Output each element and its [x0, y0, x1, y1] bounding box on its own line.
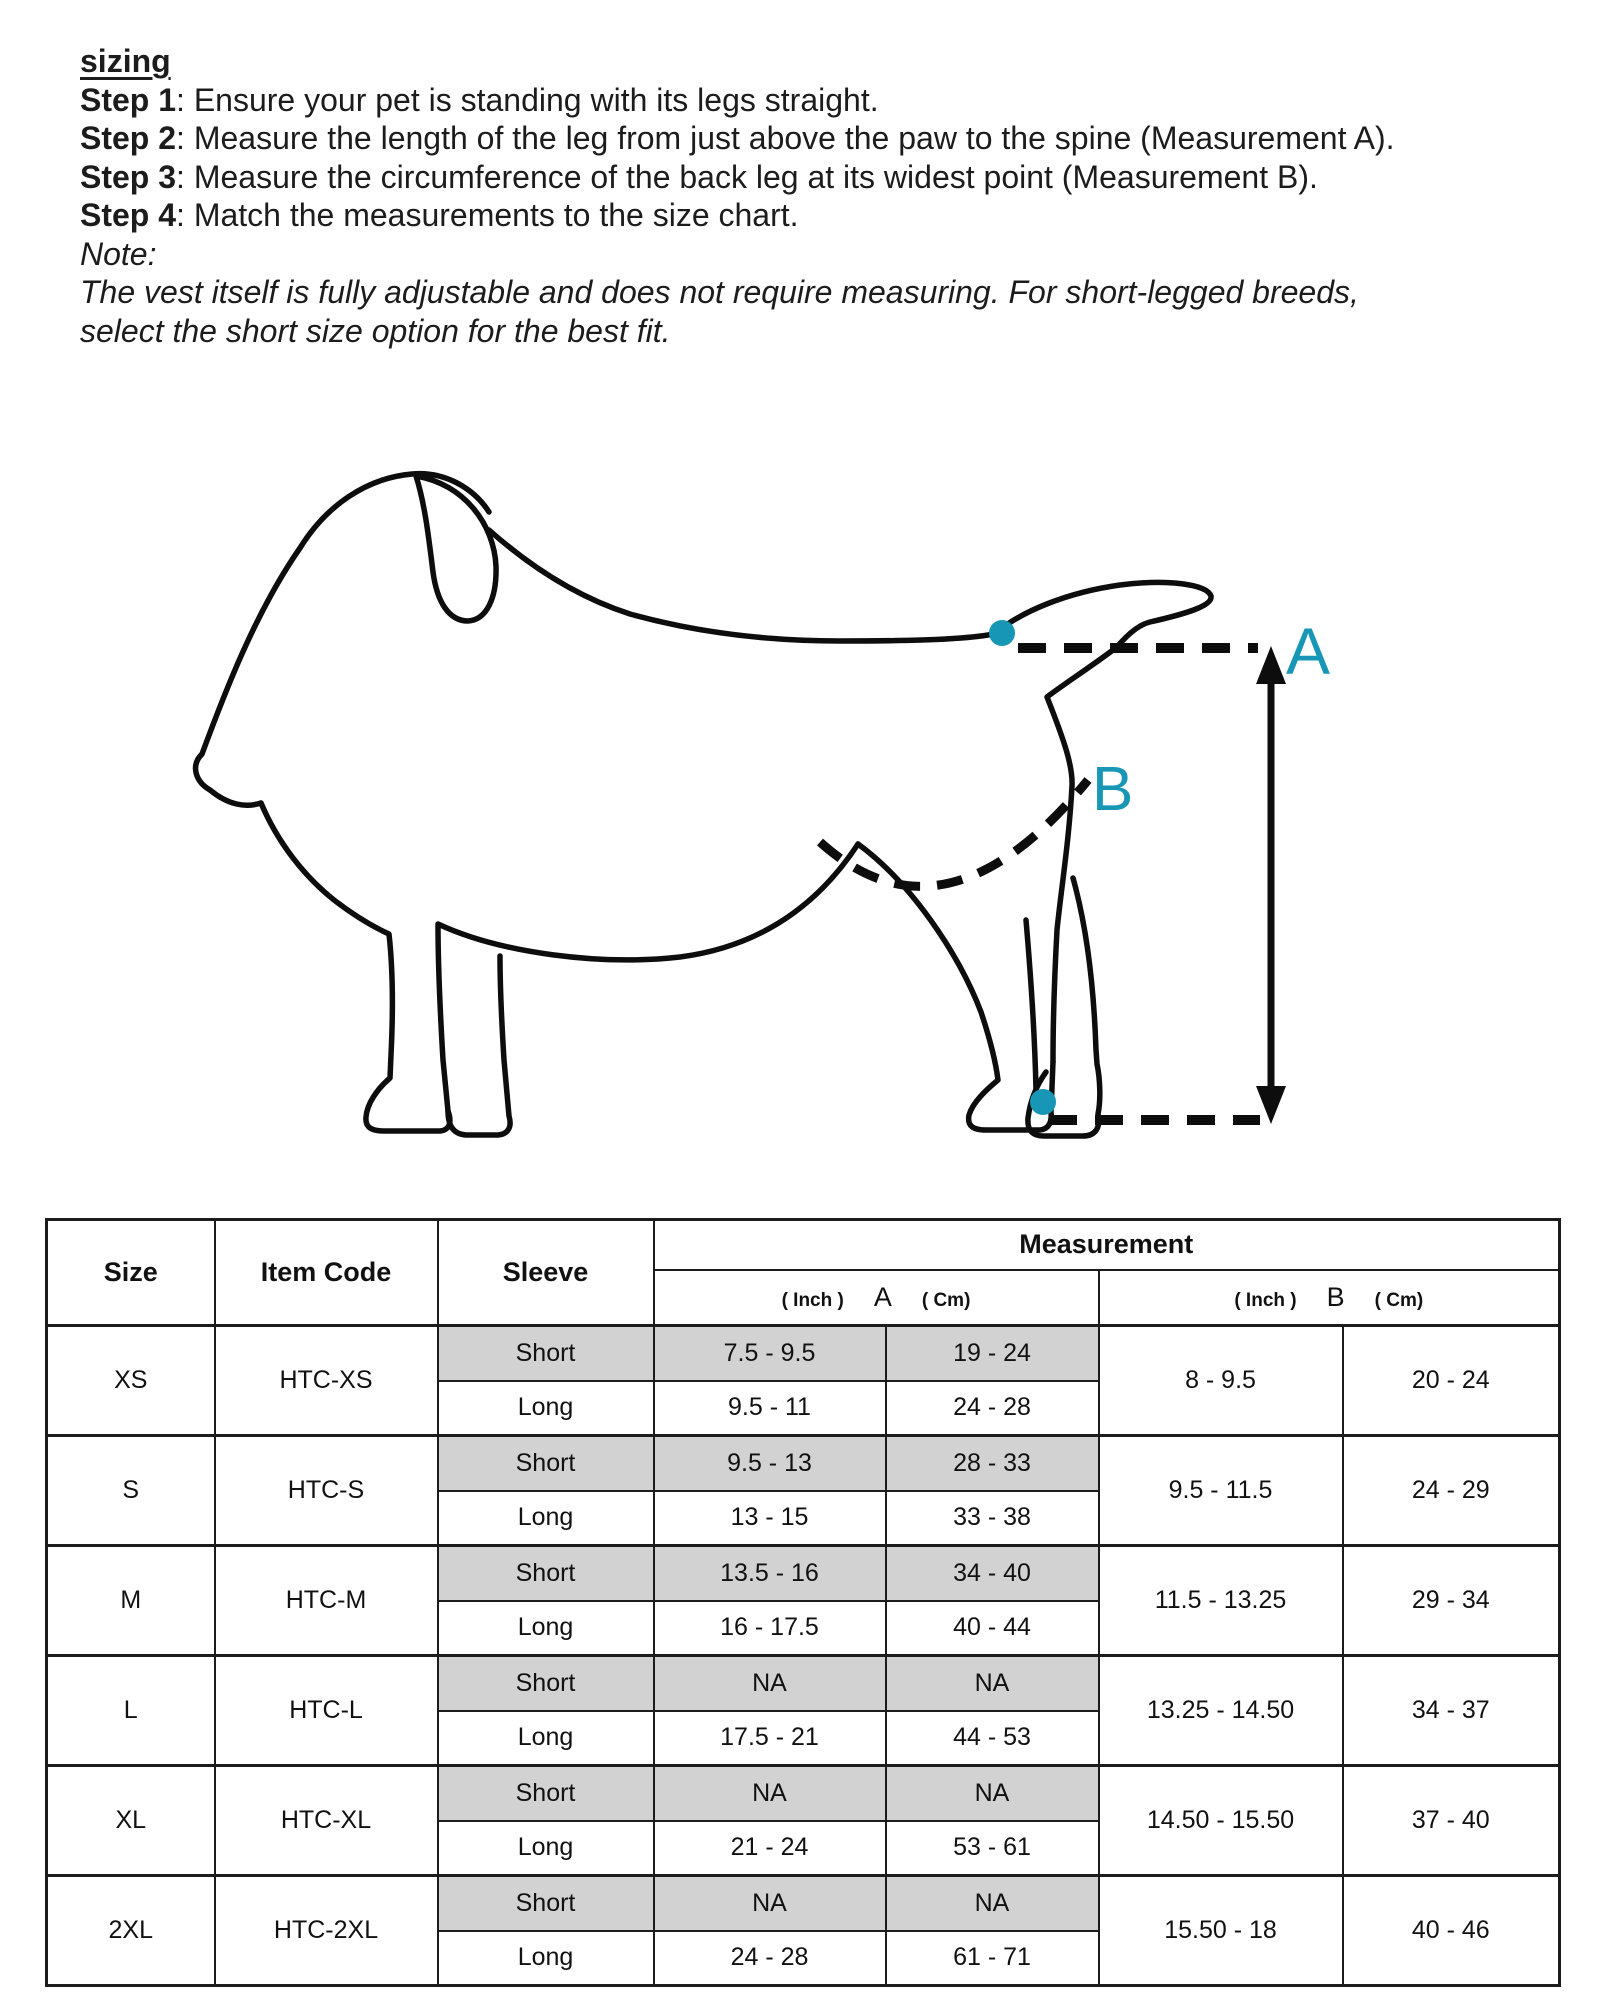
- item-code-cell: HTC-L: [215, 1656, 438, 1766]
- sleeve-cell: Short: [438, 1326, 654, 1381]
- b-cm-cell: 34 - 37: [1343, 1656, 1560, 1766]
- a-inch-cell: 21 - 24: [654, 1821, 886, 1876]
- column-header-measurement-a: [654, 1270, 1099, 1326]
- dog-measurement-diagram: [180, 450, 1360, 1150]
- a-cm-cell: 33 - 38: [886, 1491, 1099, 1546]
- a-cm-cell: 28 - 33: [886, 1436, 1099, 1491]
- a-cm-cell: 44 - 53: [886, 1711, 1099, 1766]
- a-cm-cell: NA: [886, 1876, 1099, 1931]
- b-cm-unit-label: ( Cm): [1374, 1289, 1424, 1311]
- b-inch-cell: 15.50 - 18: [1099, 1876, 1343, 1986]
- a-inch-cell: 24 - 28: [654, 1931, 886, 1986]
- a-cm-cell: 34 - 40: [886, 1546, 1099, 1601]
- a-letter-label: A: [873, 1281, 892, 1312]
- a-inch-cell: NA: [654, 1656, 886, 1711]
- size-chart: [45, 1218, 1561, 1987]
- step-3-label: Step 3: [80, 158, 177, 195]
- b-inch-cell: 13.25 - 14.50: [1099, 1656, 1343, 1766]
- sleeve-cell: Short: [438, 1876, 654, 1931]
- b-cm-cell: 24 - 29: [1343, 1436, 1560, 1546]
- column-header-measurement: Measurement: [654, 1220, 1560, 1270]
- sleeve-cell: Long: [438, 1381, 654, 1436]
- b-inch-cell: 14.50 - 15.50: [1099, 1766, 1343, 1876]
- paw-marker-dot: [1030, 1089, 1056, 1115]
- note-label: Note:: [80, 235, 157, 272]
- size-cell: 2XL: [47, 1876, 215, 1986]
- step-1-text: : Ensure your pet is standing with its legs straight.: [176, 81, 879, 118]
- item-code-cell: HTC-XS: [215, 1326, 438, 1436]
- a-cm-unit-label: ( Cm): [921, 1289, 971, 1311]
- size-row-short: [47, 1656, 1560, 1711]
- size-cell: XS: [47, 1326, 215, 1436]
- dog-outline-illustration: [196, 474, 1212, 1136]
- step-3-text: : Measure the circumference of the back leg at its widest point (Measurement B).: [176, 158, 1318, 195]
- b-inch-cell: 11.5 - 13.25: [1099, 1546, 1343, 1656]
- step-4-line: [80, 196, 1560, 235]
- step-1-line: [80, 81, 1560, 120]
- column-header-item-code: Item Code: [215, 1220, 438, 1326]
- a-cm-cell: 53 - 61: [886, 1821, 1099, 1876]
- a-cm-cell: NA: [886, 1766, 1099, 1821]
- size-row-short: [47, 1546, 1560, 1601]
- item-code-cell: HTC-S: [215, 1436, 438, 1546]
- sleeve-cell: Short: [438, 1436, 654, 1491]
- arrow-down-icon: [1256, 1086, 1286, 1124]
- size-row-short: [47, 1766, 1560, 1821]
- column-header-sleeve: Sleeve: [438, 1220, 654, 1326]
- a-cm-cell: 19 - 24: [886, 1326, 1099, 1381]
- b-inch-cell: 8 - 9.5: [1099, 1326, 1343, 1436]
- a-cm-cell: 40 - 44: [886, 1601, 1099, 1656]
- a-inch-cell: NA: [654, 1766, 886, 1821]
- step-4-text: : Match the measurements to the size chart.: [176, 197, 799, 233]
- sleeve-cell: Short: [438, 1546, 654, 1601]
- size-row-short: [47, 1326, 1560, 1381]
- a-inch-cell: NA: [654, 1876, 886, 1931]
- a-inch-cell: 9.5 - 11: [654, 1381, 886, 1436]
- item-code-cell: HTC-M: [215, 1546, 438, 1656]
- step-2-label: Step 2: [80, 120, 177, 156]
- dog-diagram-svg: [180, 450, 1360, 1150]
- a-inch-unit-label: ( Inch ): [781, 1289, 844, 1311]
- column-header-size: Size: [47, 1220, 215, 1326]
- b-cm-cell: 37 - 40: [1343, 1766, 1560, 1876]
- note-line-2: select the short size option for the best fit.: [80, 312, 671, 349]
- sleeve-cell: Long: [438, 1601, 654, 1656]
- b-letter-label: B: [1326, 1281, 1345, 1312]
- note-line-1: The vest itself is fully adjustable and does not require measuring. For short-legged breeds,: [80, 274, 1359, 310]
- sleeve-cell: Short: [438, 1766, 654, 1821]
- a-cm-cell: 61 - 71: [886, 1931, 1099, 1986]
- a-inch-cell: 9.5 - 13: [654, 1436, 886, 1491]
- column-header-measurement-b: [1099, 1270, 1560, 1326]
- step-3-line: [80, 158, 1560, 197]
- sleeve-cell: Long: [438, 1491, 654, 1546]
- size-cell: XL: [47, 1766, 215, 1876]
- label-b: B: [1092, 755, 1134, 824]
- page-title: sizing: [80, 43, 171, 79]
- size-cell: L: [47, 1656, 215, 1766]
- a-cm-cell: 24 - 28: [886, 1381, 1099, 1436]
- measurement-a-arrow: [1256, 646, 1286, 1124]
- a-inch-cell: 13 - 15: [654, 1491, 886, 1546]
- size-cell: M: [47, 1546, 215, 1656]
- step-1-label: Step 1: [80, 81, 177, 118]
- b-cm-cell: 20 - 24: [1343, 1326, 1560, 1436]
- step-2-text: : Measure the length of the leg from just above the paw to the spine (Measurement A).: [176, 120, 1395, 156]
- arrow-up-icon: [1256, 646, 1286, 684]
- item-code-cell: HTC-2XL: [215, 1876, 438, 1986]
- b-inch-cell: 9.5 - 11.5: [1099, 1436, 1343, 1546]
- a-inch-cell: 7.5 - 9.5: [654, 1326, 886, 1381]
- size-chart-table: [45, 1218, 1561, 1987]
- b-cm-cell: 40 - 46: [1343, 1876, 1560, 1986]
- tail-base-marker-dot: [989, 620, 1015, 646]
- measurement-b-dashed-arc: [820, 780, 1088, 886]
- b-cm-cell: 29 - 34: [1343, 1546, 1560, 1656]
- label-a: A: [1286, 614, 1331, 688]
- sleeve-cell: Long: [438, 1931, 654, 1986]
- a-inch-cell: 13.5 - 16: [654, 1546, 886, 1601]
- item-code-cell: HTC-XL: [215, 1766, 438, 1876]
- a-inch-cell: 17.5 - 21: [654, 1711, 886, 1766]
- sleeve-cell: Short: [438, 1656, 654, 1711]
- b-inch-unit-label: ( Inch ): [1234, 1289, 1297, 1311]
- size-cell: S: [47, 1436, 215, 1546]
- sleeve-cell: Long: [438, 1821, 654, 1876]
- step-2-line: [80, 119, 1560, 158]
- a-inch-cell: 16 - 17.5: [654, 1601, 886, 1656]
- size-row-short: [47, 1436, 1560, 1491]
- step-4-label: Step 4: [80, 197, 177, 233]
- size-row-short: [47, 1876, 1560, 1931]
- a-cm-cell: NA: [886, 1656, 1099, 1711]
- sleeve-cell: Long: [438, 1711, 654, 1766]
- sizing-instructions: [80, 42, 1560, 350]
